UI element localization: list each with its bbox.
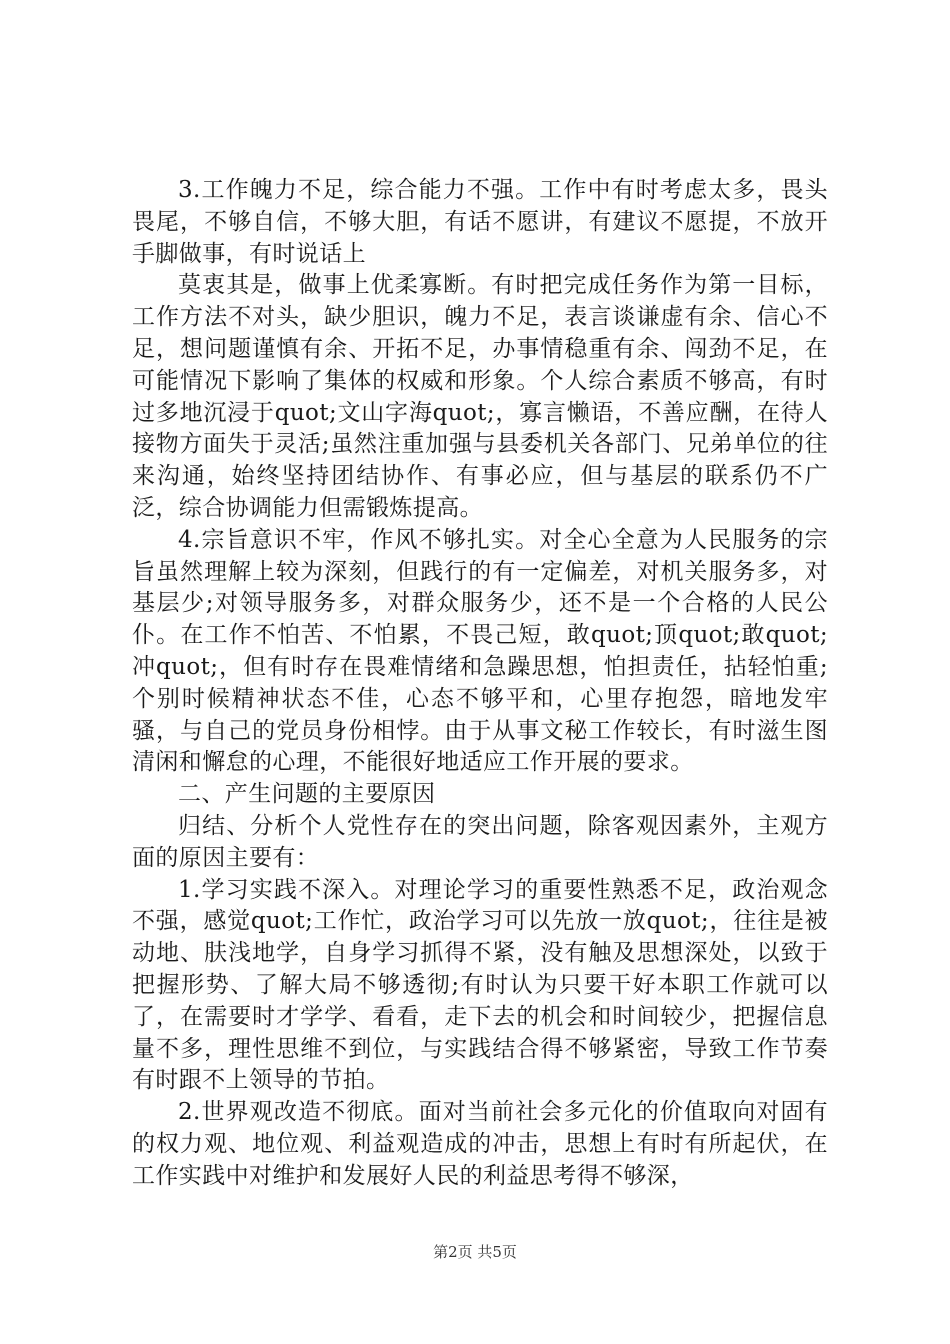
paragraph-indecision: 莫衷其是，做事上优柔寡断。有时把完成任务作为第一目标，工作方法不对头，缺少胆识，魄力不足，表言谈谦虚有余、信心不足，想问题谨慎有余、开拓不足，办事情稳重有余、闯劲不足，在可能情况下影响了集体的权威和形象。个人综合素质不够高，有时过多地沉浸于quot;文山字海quot;，寡言懒语，不善应酬，在待人接物方面失于灵活;虽然注重加强与县委机关各部门、兄弟单位的往来沟通，始终坚持团结协作、有事必应，但与基层的联系仍不广泛，综合协调能力但需锻炼提高。: [132, 272, 828, 521]
paragraph-causes-intro: 归结、分析个人党性存在的突出问题，除客观因素外，主观方面的原因主要有：: [132, 812, 828, 871]
section-heading-causes: 二、产生问题的主要原因: [178, 781, 436, 808]
document-body: [132, 175, 828, 1193]
paragraph-work-courage: 3.工作魄力不足，综合能力不强。工作中有时考虑太多，畏头畏尾，不够自信，不够大胆，有话不愿讲，有建议不愿提，不放开手脚做事，有时说话上: [132, 177, 828, 267]
paragraph-worldview: 2.世界观改造不彻底。面对当前社会多元化的价值取向对固有的权力观、地位观、利益观造成的冲击，思想上有时有所起伏，在工作实践中对维护和发展好人民的利益思考得不够深，: [132, 1099, 828, 1189]
paragraph-study-practice: 1.学习实践不深入。对理论学习的重要性熟悉不足，政治观念不强，感觉quot;工作忙，政治学习可以先放一放quot;，往往是被动地、肤浅地学，自身学习抓得不紧，没有触及思想深处，以致于把握形势、了解大局不够透彻;有时认为只要干好本职工作就可以了，在需要时才学学、看看，走下去的机会和时间较少，把握信息量不多，理性思维不到位，与实践结合得不够紧密，导致工作节奏有时跟不上领导的节拍。: [132, 876, 828, 1094]
page-number-footer: 第2页 共5页: [433, 1243, 517, 1261]
paragraph-purpose-awareness: 4.宗旨意识不牢，作风不够扎实。对全心全意为人民服务的宗旨虽然理解上较为深刻，但践行的有一定偏差，对机关服务多，对基层少;对领导服务多，对群众服务少，还不是一个合格的人民公仆。在工作不怕苦、不怕累，不畏己短，敢quot;顶quot;敢quot;冲quot;，但有时存在畏难情绪和急躁思想，怕担责任，拈轻怕重;个别时候精神状态不佳，心态不够平和，心里存抱怨，暗地发牢骚，与自己的党员身份相悖。由于从事文秘工作较长，有时滋生图清闲和懈怠的心理，不能很好地适应工作开展的要求。: [132, 526, 828, 776]
